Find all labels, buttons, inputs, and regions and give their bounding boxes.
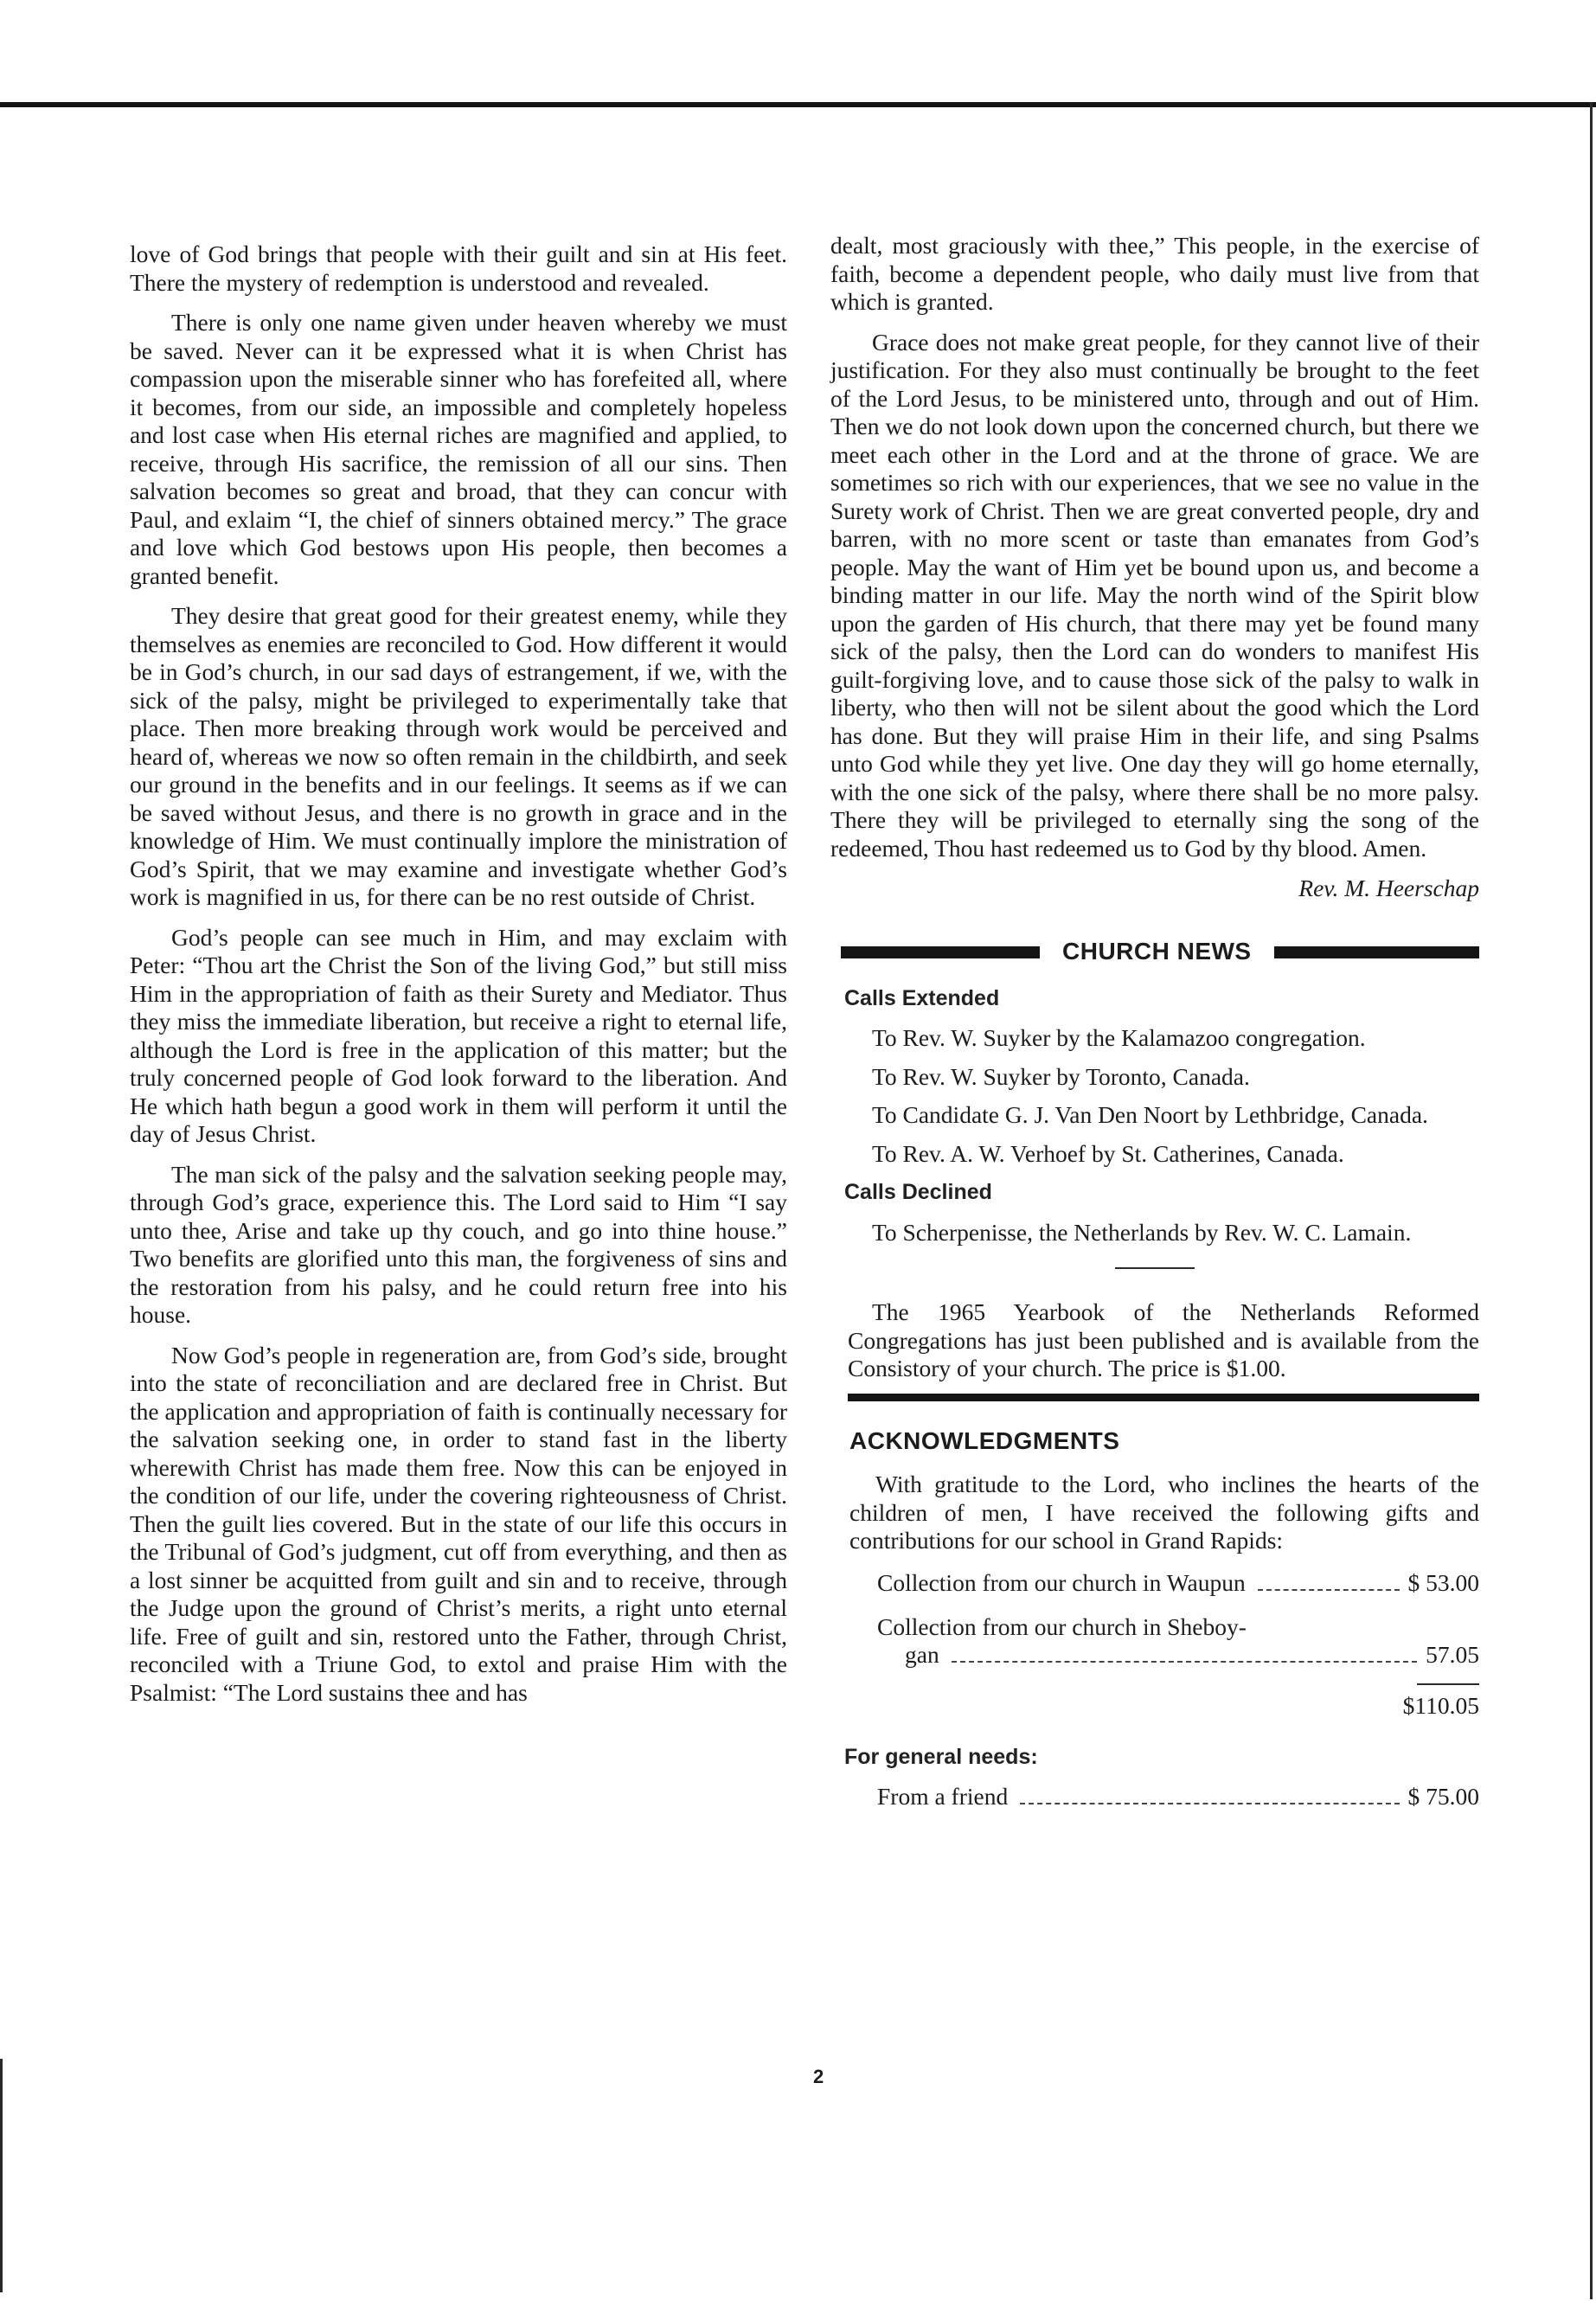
news-item: To Candidate G. J. Van Den Noort by Lethbridge, Canada. bbox=[872, 1101, 1428, 1128]
paragraph: The man sick of the palsy and the salvation seeking people may, through God’s grace, experience this. The Lord said to Him “I say unto thee, Arise and take up thy couch, and go into thine house.” Two benefits are glorified unto this man, the forgiveness of sins and the restoration from his palsy, and he could return free into his house. bbox=[130, 1160, 787, 1328]
donation-row-waupun bbox=[877, 1569, 1479, 1598]
acknowledgments-intro: With gratitude to the Lord, who inclines the hearts of the children of men, I have received the following gifts and contributions for our school in Grand Rapids: bbox=[849, 1471, 1479, 1554]
paragraph: love of God brings that people with their guilt and sin at His feet. There the mystery of redemption is understood and revealed. bbox=[130, 240, 787, 296]
paragraph: dealt, most graciously with thee,” This people, in the exercise of faith, become a dependent people, who daily must live from that which is granted. bbox=[830, 232, 1479, 315]
donation-label: Collection from our church in Waupun bbox=[877, 1568, 1246, 1596]
church-news-header bbox=[841, 938, 1479, 967]
paragraph: They desire that great good for their greatest enemy, while they themselves as enemies are reconciled to God. How different it would be in God’s church, in our sad days of estrangement, if we, with the sick of the palsy, might be privileged to experimentally take that place. Then more breaking through work would be perceived and heard of, whereas we now so often remain in the childbirth, and seek our ground in the benefits and in our feelings. It seems as if we can be saved without Jesus, and there is no growth in grace and in the knowledge of Him. We must continually implore the ministration of God’s Spirit, that we may examine and investigate whether God’s work is magnified in us, for there can be no rest outside of Christ. bbox=[130, 602, 787, 910]
general-needs-heading: For general needs: bbox=[844, 1744, 1038, 1769]
news-item: To Rev. W. Suyker by the Kalamazoo congregation. bbox=[872, 1024, 1366, 1051]
leader-dashes bbox=[1258, 1589, 1400, 1591]
donation-row-sheboygan bbox=[877, 1613, 1479, 1670]
left-column bbox=[130, 240, 787, 1719]
yearbook-notice: The 1965 Yearbook of the Netherlands Reformed Congregations has just been published and is available from the Consistory of your church. The price is $1.00. bbox=[848, 1298, 1479, 1381]
news-item: To Scherpenisse, the Netherlands by Rev. W. C. Lamain. bbox=[872, 1218, 1412, 1246]
paragraph: God’s people can see much in Him, and may exclaim with Peter: “Thou art the Christ the Son of the living God,” but still miss Him in the appropriation of faith as their Surety and Mediator. Thus they miss the immediate liberation, but receive a right to eternal life, although the Lord is free in the application of this matter; but the truly concerned people of God look forward to the liberation. And He which hath begun a good work in them will perform it until the day of Jesus Christ. bbox=[130, 923, 787, 1147]
donation-total: $110.05 bbox=[1402, 1692, 1479, 1719]
donation-amount: 57.05 bbox=[1426, 1641, 1479, 1668]
donation-label: From a friend bbox=[877, 1783, 1009, 1810]
divider bbox=[1115, 1267, 1195, 1269]
page-number: 2 bbox=[813, 2066, 824, 2087]
header-bar-left bbox=[841, 946, 1040, 958]
calls-declined-heading: Calls Declined bbox=[844, 1180, 992, 1204]
paragraph: Now God’s people in regeneration are, from God’s side, brought into the state of reconciliation and are declared free in Christ. But the application and appropriation of faith is continually necessary for the salvation seeking one, in order to stand fast in the liberty wherewith Christ has made them free. Now this can be enjoyed in the condition of our life, under the covering righteousness of Christ. Then the guilt lies covered. But in the state of our life this occurs in the Tribunal of God’s judgment, cut off from everything, and then as a lost sinner be acquitted from guilt and sin and to receive, through the Judge upon the ground of Christ’s merits, a right unto eternal life. Free of guilt and sin, restored unto the Father, through Christ, reconciled with a Triune God, to extol and praise Him with the Psalmist: “The Lord sustains thee and has bbox=[130, 1341, 787, 1706]
paragraph: There is only one name given under heaven whereby we must be saved. Never can it be expressed what it is when Christ has compassion upon the miserable sinner who has forefeited all, where it becomes, from our side, an impossible and completely hopeless and lost case when His eternal riches are magnified and applied, to receive, through His sacrifice, the remission of all our sins. Then salvation becomes so great and broad, that they can concur with Paul, and exlaim “I, the chief of sinners obtained mercy.” The grace and love which God bestows upon His people, then becomes a granted benefit. bbox=[130, 309, 787, 589]
top-rule bbox=[0, 102, 1596, 107]
author-signature: Rev. M. Heerschap bbox=[1298, 875, 1479, 901]
header-bar-right bbox=[1274, 946, 1479, 958]
news-item: To Rev. A. W. Verhoef by St. Catherines, Canada. bbox=[872, 1139, 1344, 1167]
donation-amount: $ 75.00 bbox=[1407, 1783, 1479, 1810]
page-edge-left bbox=[0, 2059, 3, 2292]
church-news-title: CHURCH NEWS bbox=[1062, 938, 1252, 965]
news-item: To Rev. W. Suyker by Toronto, Canada. bbox=[872, 1062, 1250, 1090]
donation-label: Collection from our church in Sheboy- bbox=[877, 1612, 1247, 1640]
leader-dashes bbox=[952, 1661, 1417, 1663]
calls-extended-heading: Calls Extended bbox=[844, 985, 1000, 1010]
page-edge-right bbox=[1590, 102, 1593, 2299]
right-column bbox=[830, 232, 1479, 1818]
leader-dashes bbox=[1020, 1803, 1399, 1804]
donation-amount: $ 53.00 bbox=[1407, 1568, 1479, 1596]
donation-label-continued: gan bbox=[905, 1641, 939, 1668]
total-rule bbox=[1417, 1683, 1479, 1685]
paragraph: Grace does not make great people, for they cannot live of their justification. For they also must continually be brought to the feet of the Lord Jesus, to be ministered unto, through and out of Him. Then we do not look down upon the concerned church, but there we meet each other in the Lord and at the throne of grace. We are sometimes so rich with our experiences, that we see no value in the Surety work of Christ. Then we are great converted people, dry and barren, with no more scent or taste than emanates from God’s people. May the want of Him yet be bound upon us, and become a binding matter in our life. May the north wind of the Spirit blow upon the garden of His church, that there may yet be found many sick of the palsy, then the Lord can do wonders to manifest His guilt-forgiving love, and to cause those sick of the palsy to walk in liberty, who then will not be silent about the good which the Lord has done. But they will praise Him in their life, and sing Psalms unto God while they yet live. One day they will go home eternally, with the one sick of the palsy, where there shall be no more palsy. There they will be privileged to eternally sing the song of the redeemed, Thou hast redeemed us to God by thy blood. Amen. bbox=[830, 328, 1479, 862]
acknowledgments-title: ACKNOWLEDGMENTS bbox=[849, 1426, 1120, 1454]
section-divider bbox=[848, 1394, 1479, 1401]
donation-row-friend bbox=[877, 1783, 1479, 1811]
